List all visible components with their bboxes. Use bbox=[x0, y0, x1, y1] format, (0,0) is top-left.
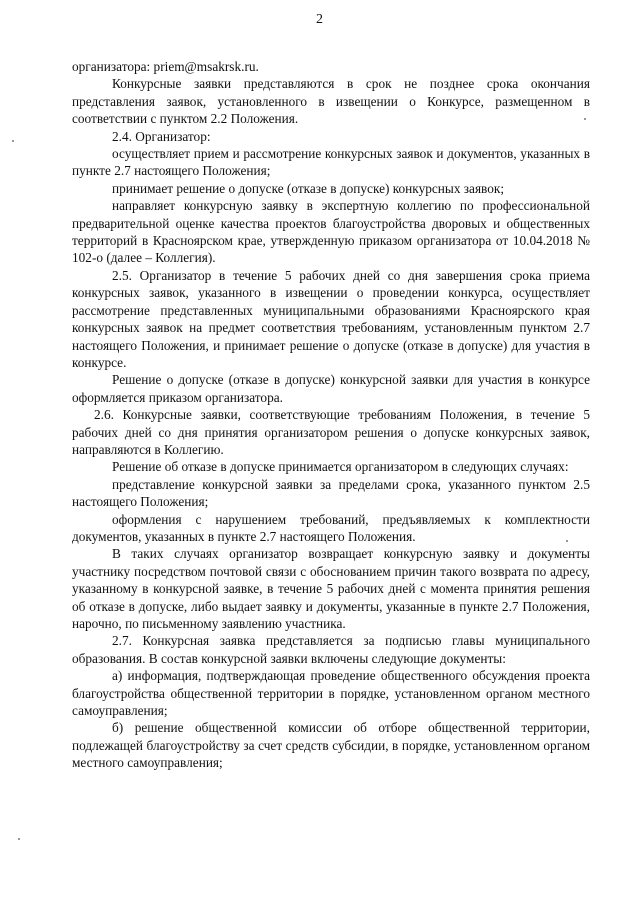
paragraph-2-5: 2.5. Организатор в течение 5 рабочих дней со дня завершения срока приема конкурсных заявок, указанного в извещении о проведении конкурса, осуществляет рассмотрение представленных муниципальными образованиями Красноярского края конкурсных заявок на предмет соответствия требованиям, установленным пунктом 2.7 настоящего Положения, и принимает решение о допуске (отказе в допуске) для участия в конкурсе. bbox=[72, 267, 590, 370]
paragraph-2-6-violation: оформления с нарушением требований, предъявляемых к комплектности документов, указанных в пункте 2.7 настоящего Положения. bbox=[72, 511, 590, 544]
paragraph-2-4-sends: направляет конкурсную заявку в экспертную коллегию по профессиональной предварительной оценке качества проектов благоустройства дворовых и общественных территорий в Красноярском крае, утвержденную приказом организатора от 10.04.2018 № 102-о (далее – Коллегия). bbox=[72, 198, 590, 266]
paragraph-2-6-refusal: Решение об отказе в допуске принимается организатором в следующих случаях: bbox=[112, 459, 569, 475]
paragraph-submission-deadline: Конкурсные заявки представляются в срок не позднее срока окончания представления заявок, установленного в извещении о Конкурсе, размещенном в соответствии с пунктом 2.2 Положения. bbox=[72, 76, 590, 127]
scan-speck bbox=[566, 540, 568, 542]
paragraph-email-line: организатора: priem@msakrsk.ru. bbox=[72, 59, 259, 74]
paragraph-2-6: 2.6. Конкурсные заявки, соответствующие требованиям Положения, в течение 5 рабочих дней со дня принятия организатором решения о допуске конкурсных заявок, направляются в Коллегию. bbox=[72, 407, 590, 457]
paragraph-2-5-decision: Решение о допуске (отказе в допуске) конкурсной заявки для участия в конкурсе оформляется приказом организатора. bbox=[72, 372, 590, 405]
paragraph-2-4-heading: 2.4. Организатор: bbox=[112, 128, 211, 144]
paragraph-2-4-decides: принимает решение о допуске (отказе в допуске) конкурсных заявок; bbox=[112, 180, 505, 196]
paragraph-2-4-accepts: осуществляет прием и рассмотрение конкурсных заявок и документов, указанных в пункте 2.7 настоящего Положения; bbox=[72, 146, 590, 179]
scan-speck bbox=[584, 118, 586, 120]
paragraph-2-7: 2.7. Конкурсная заявка представляется за подписью главы муниципального образования. В состав конкурсной заявки включены следующие документы: bbox=[72, 633, 590, 666]
document-body bbox=[72, 58, 590, 772]
page-number: 2 bbox=[316, 12, 323, 27]
paragraph-2-6-return: В таких случаях организатор возвращает конкурсную заявку и документы участнику посредством почтовой связи с обоснованием причин такого возврата по адресу, указанному в конкурсной заявке, в течение 5 рабочих дней с момента принятия решения об отказе в допуске, либо выдает заявку и документы, указанные в пункте 2.7 Положения, нарочно, по письменному заявлению участника. bbox=[72, 546, 590, 631]
scan-speck bbox=[18, 838, 20, 840]
paragraph-2-7-b: б) решение общественной комиссии об отборе общественной территории, подлежащей благоустройству за счет средств субсидии, в порядке, установленном органом местного самоуправления; bbox=[72, 720, 590, 771]
scan-speck bbox=[12, 140, 14, 142]
paragraph-2-7-a: а) информация, подтверждающая проведение общественного обсуждения проекта благоустройства общественной территории в порядке, установленном органом местного самоуправления; bbox=[72, 668, 590, 719]
paragraph-2-6-late: представление конкурсной заявки за пределами срока, указанного пунктом 2.5 настоящего Положения; bbox=[72, 476, 590, 510]
